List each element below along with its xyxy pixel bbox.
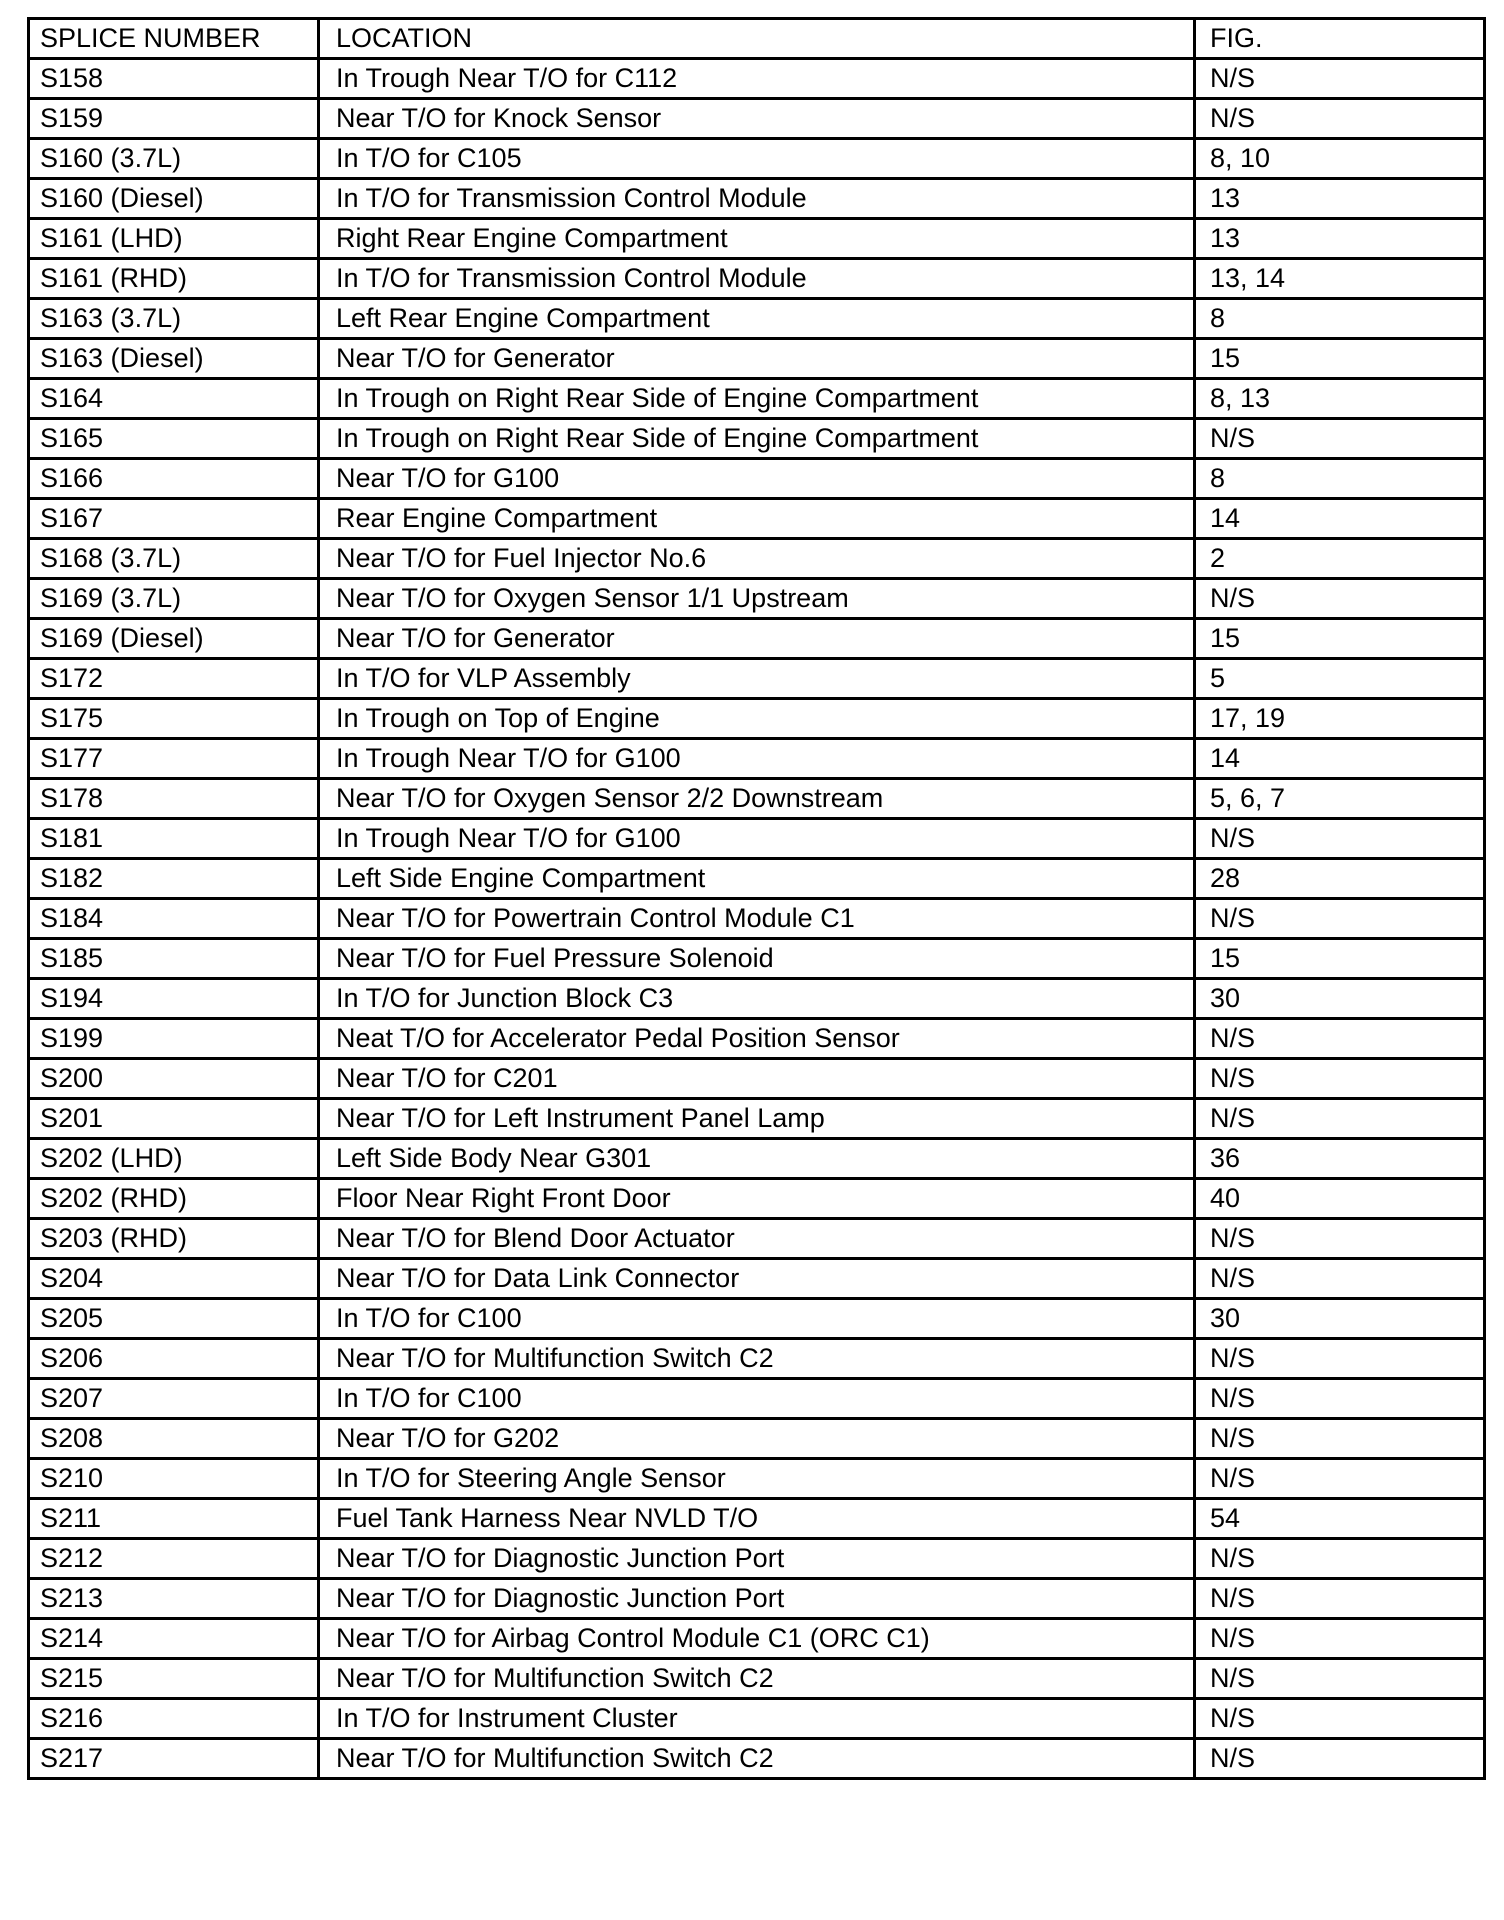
table-row (29, 739, 1485, 779)
location-cell: Left Side Engine Compartment (319, 859, 1195, 899)
fig-cell: N/S (1195, 1099, 1485, 1139)
location-cell: Near T/O for Multifunction Switch C2 (319, 1339, 1195, 1379)
table-row (29, 699, 1485, 739)
splice-number-cell: S163 (3.7L) (29, 299, 319, 339)
splice-number-cell: S168 (3.7L) (29, 539, 319, 579)
location-cell: Near T/O for Left Instrument Panel Lamp (319, 1099, 1195, 1139)
table-row (29, 1059, 1485, 1099)
splice-number-cell: S200 (29, 1059, 319, 1099)
splice-number-cell: S185 (29, 939, 319, 979)
location-cell: Left Rear Engine Compartment (319, 299, 1195, 339)
location-cell: Near T/O for Generator (319, 619, 1195, 659)
table-row (29, 1619, 1485, 1659)
fig-cell: N/S (1195, 1219, 1485, 1259)
splice-number-cell: S203 (RHD) (29, 1219, 319, 1259)
fig-cell: 17, 19 (1195, 699, 1485, 739)
location-cell: In T/O for C100 (319, 1379, 1195, 1419)
fig-cell: N/S (1195, 1259, 1485, 1299)
splice-number-cell: S177 (29, 739, 319, 779)
table-row (29, 459, 1485, 499)
table-row (29, 499, 1485, 539)
location-cell: Near T/O for Multifunction Switch C2 (319, 1739, 1195, 1779)
splice-location-table (27, 17, 1486, 1780)
table-row (29, 1299, 1485, 1339)
fig-cell: 15 (1195, 339, 1485, 379)
splice-number-cell: S182 (29, 859, 319, 899)
table-row (29, 579, 1485, 619)
splice-number-cell: S165 (29, 419, 319, 459)
splice-number-cell: S204 (29, 1259, 319, 1299)
fig-cell: N/S (1195, 1459, 1485, 1499)
header-location: LOCATION (319, 19, 1195, 59)
location-cell: In Trough Near T/O for C112 (319, 59, 1195, 99)
table-row (29, 899, 1485, 939)
table-body (29, 59, 1485, 1779)
splice-number-cell: S159 (29, 99, 319, 139)
table-row (29, 1179, 1485, 1219)
fig-cell: 8 (1195, 299, 1485, 339)
location-cell: In T/O for C105 (319, 139, 1195, 179)
location-cell: Near T/O for Oxygen Sensor 2/2 Downstream (319, 779, 1195, 819)
location-cell: In T/O for Junction Block C3 (319, 979, 1195, 1019)
fig-cell: N/S (1195, 1419, 1485, 1459)
header-fig: FIG. (1195, 19, 1485, 59)
splice-number-cell: S167 (29, 499, 319, 539)
location-cell: Near T/O for G100 (319, 459, 1195, 499)
location-cell: Near T/O for Diagnostic Junction Port (319, 1539, 1195, 1579)
fig-cell: 5, 6, 7 (1195, 779, 1485, 819)
fig-cell: 8, 13 (1195, 379, 1485, 419)
location-cell: Near T/O for Oxygen Sensor 1/1 Upstream (319, 579, 1195, 619)
splice-number-cell: S163 (Diesel) (29, 339, 319, 379)
fig-cell: 13, 14 (1195, 259, 1485, 299)
splice-number-cell: S202 (RHD) (29, 1179, 319, 1219)
fig-cell: N/S (1195, 819, 1485, 859)
table-row (29, 1579, 1485, 1619)
location-cell: In Trough on Right Rear Side of Engine Compartment (319, 419, 1195, 459)
fig-cell: 5 (1195, 659, 1485, 699)
table-row (29, 819, 1485, 859)
fig-cell: N/S (1195, 1699, 1485, 1739)
fig-cell: N/S (1195, 1579, 1485, 1619)
splice-number-cell: S215 (29, 1659, 319, 1699)
fig-cell: 8 (1195, 459, 1485, 499)
location-cell: In T/O for C100 (319, 1299, 1195, 1339)
splice-number-cell: S178 (29, 779, 319, 819)
table-row (29, 939, 1485, 979)
splice-number-cell: S212 (29, 1539, 319, 1579)
fig-cell: 13 (1195, 219, 1485, 259)
splice-number-cell: S202 (LHD) (29, 1139, 319, 1179)
table-row (29, 1259, 1485, 1299)
location-cell: Fuel Tank Harness Near NVLD T/O (319, 1499, 1195, 1539)
fig-cell: N/S (1195, 579, 1485, 619)
splice-number-cell: S208 (29, 1419, 319, 1459)
table-row (29, 1699, 1485, 1739)
location-cell: Near T/O for Diagnostic Junction Port (319, 1579, 1195, 1619)
table-row (29, 1099, 1485, 1139)
splice-number-cell: S201 (29, 1099, 319, 1139)
splice-number-cell: S184 (29, 899, 319, 939)
splice-number-cell: S207 (29, 1379, 319, 1419)
location-cell: In T/O for Transmission Control Module (319, 179, 1195, 219)
fig-cell: 30 (1195, 979, 1485, 1019)
fig-cell: N/S (1195, 1339, 1485, 1379)
table-row (29, 1419, 1485, 1459)
location-cell: In Trough on Right Rear Side of Engine Compartment (319, 379, 1195, 419)
fig-cell: 54 (1195, 1499, 1485, 1539)
location-cell: In T/O for Steering Angle Sensor (319, 1459, 1195, 1499)
table-row (29, 539, 1485, 579)
location-cell: Rear Engine Compartment (319, 499, 1195, 539)
fig-cell: 15 (1195, 939, 1485, 979)
fig-cell: N/S (1195, 899, 1485, 939)
table-row (29, 859, 1485, 899)
fig-cell: N/S (1195, 1739, 1485, 1779)
splice-number-cell: S169 (3.7L) (29, 579, 319, 619)
splice-number-cell: S217 (29, 1739, 319, 1779)
table-row (29, 1379, 1485, 1419)
splice-number-cell: S194 (29, 979, 319, 1019)
splice-number-cell: S172 (29, 659, 319, 699)
fig-cell: 36 (1195, 1139, 1485, 1179)
location-cell: Near T/O for Multifunction Switch C2 (319, 1659, 1195, 1699)
splice-number-cell: S160 (Diesel) (29, 179, 319, 219)
location-cell: Near T/O for Airbag Control Module C1 (ORC C1) (319, 1619, 1195, 1659)
fig-cell: N/S (1195, 1379, 1485, 1419)
splice-number-cell: S161 (LHD) (29, 219, 319, 259)
table-row (29, 419, 1485, 459)
location-cell: In T/O for Transmission Control Module (319, 259, 1195, 299)
location-cell: Left Side Body Near G301 (319, 1139, 1195, 1179)
fig-cell: 15 (1195, 619, 1485, 659)
location-cell: In Trough Near T/O for G100 (319, 819, 1195, 859)
location-cell: Right Rear Engine Compartment (319, 219, 1195, 259)
fig-cell: 8, 10 (1195, 139, 1485, 179)
location-cell: Floor Near Right Front Door (319, 1179, 1195, 1219)
header-row (29, 19, 1485, 59)
splice-number-cell: S158 (29, 59, 319, 99)
splice-number-cell: S214 (29, 1619, 319, 1659)
fig-cell: N/S (1195, 1619, 1485, 1659)
splice-number-cell: S206 (29, 1339, 319, 1379)
fig-cell: N/S (1195, 1659, 1485, 1699)
header-splice-number: SPLICE NUMBER (29, 19, 319, 59)
splice-number-cell: S181 (29, 819, 319, 859)
table-row (29, 299, 1485, 339)
fig-cell: N/S (1195, 1019, 1485, 1059)
fig-cell: 14 (1195, 499, 1485, 539)
table-row (29, 219, 1485, 259)
table-row (29, 659, 1485, 699)
table-row (29, 259, 1485, 299)
fig-cell: N/S (1195, 1059, 1485, 1099)
location-cell: Neat T/O for Accelerator Pedal Position Sensor (319, 1019, 1195, 1059)
splice-number-cell: S210 (29, 1459, 319, 1499)
fig-cell: 28 (1195, 859, 1485, 899)
table-row (29, 1459, 1485, 1499)
splice-number-cell: S166 (29, 459, 319, 499)
location-cell: Near T/O for Blend Door Actuator (319, 1219, 1195, 1259)
fig-cell: 14 (1195, 739, 1485, 779)
splice-number-cell: S161 (RHD) (29, 259, 319, 299)
table-row (29, 1219, 1485, 1259)
table-row (29, 99, 1485, 139)
location-cell: Near T/O for G202 (319, 1419, 1195, 1459)
table-row (29, 179, 1485, 219)
table-row (29, 1659, 1485, 1699)
splice-number-cell: S211 (29, 1499, 319, 1539)
table-row (29, 339, 1485, 379)
splice-number-cell: S164 (29, 379, 319, 419)
table-row (29, 779, 1485, 819)
table-row (29, 59, 1485, 99)
splice-number-cell: S213 (29, 1579, 319, 1619)
table-row (29, 1339, 1485, 1379)
fig-cell: 2 (1195, 539, 1485, 579)
splice-number-cell: S175 (29, 699, 319, 739)
table-row (29, 379, 1485, 419)
location-cell: In T/O for VLP Assembly (319, 659, 1195, 699)
table-header (29, 19, 1485, 59)
location-cell: Near T/O for Powertrain Control Module C1 (319, 899, 1195, 939)
fig-cell: N/S (1195, 419, 1485, 459)
table-row (29, 1499, 1485, 1539)
splice-number-cell: S216 (29, 1699, 319, 1739)
location-cell: Near T/O for Knock Sensor (319, 99, 1195, 139)
location-cell: In Trough on Top of Engine (319, 699, 1195, 739)
splice-number-cell: S169 (Diesel) (29, 619, 319, 659)
location-cell: In Trough Near T/O for G100 (319, 739, 1195, 779)
table-row (29, 1739, 1485, 1779)
table-row (29, 1139, 1485, 1179)
table-row (29, 1539, 1485, 1579)
fig-cell: 13 (1195, 179, 1485, 219)
location-cell: Near T/O for C201 (319, 1059, 1195, 1099)
fig-cell: 40 (1195, 1179, 1485, 1219)
table-row (29, 979, 1485, 1019)
splice-number-cell: S205 (29, 1299, 319, 1339)
table-row (29, 139, 1485, 179)
location-cell: Near T/O for Fuel Pressure Solenoid (319, 939, 1195, 979)
location-cell: Near T/O for Fuel Injector No.6 (319, 539, 1195, 579)
splice-number-cell: S160 (3.7L) (29, 139, 319, 179)
location-cell: Near T/O for Data Link Connector (319, 1259, 1195, 1299)
location-cell: Near T/O for Generator (319, 339, 1195, 379)
fig-cell: N/S (1195, 99, 1485, 139)
table-row (29, 619, 1485, 659)
fig-cell: N/S (1195, 59, 1485, 99)
table-row (29, 1019, 1485, 1059)
splice-number-cell: S199 (29, 1019, 319, 1059)
fig-cell: N/S (1195, 1539, 1485, 1579)
fig-cell: 30 (1195, 1299, 1485, 1339)
location-cell: In T/O for Instrument Cluster (319, 1699, 1195, 1739)
